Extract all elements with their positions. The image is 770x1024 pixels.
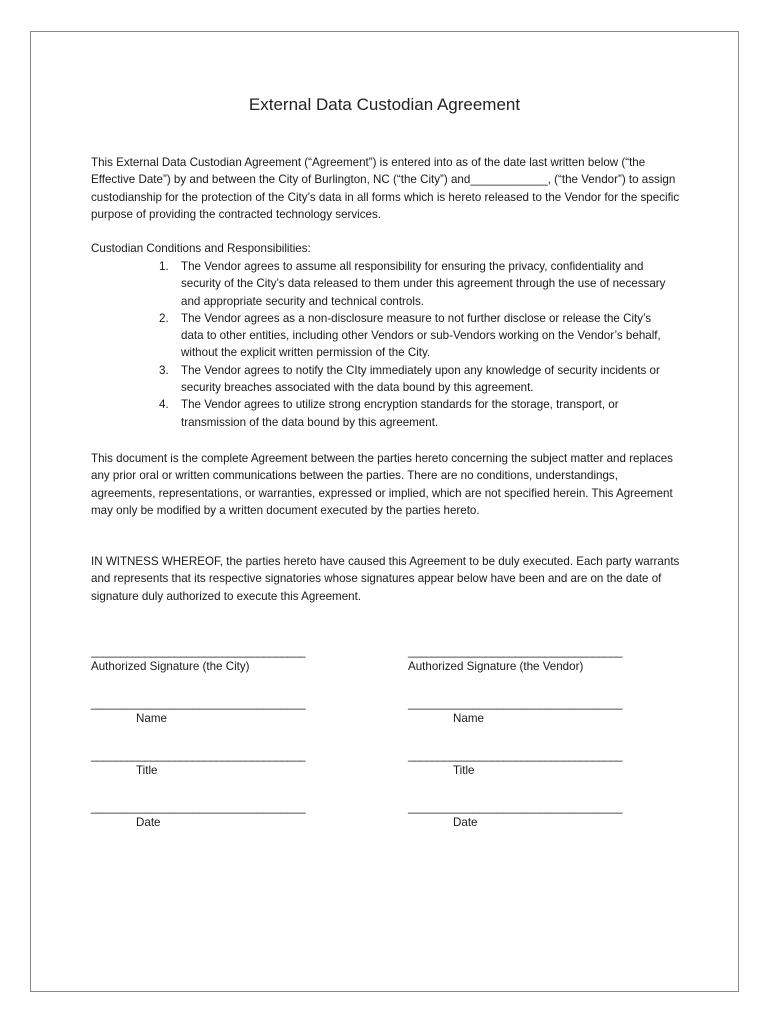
city-name-line[interactable]: ____________________________________: [91, 697, 306, 710]
condition-text: The Vendor agrees to assume all responsibility for ensuring the privacy, confidentiality and security of the City’s data released to them under this agreement through the use of necessary and appropriate security and technical controls.: [181, 260, 666, 308]
city-name-block: [91, 696, 305, 726]
condition-item: [149, 396, 669, 431]
vendor-name-block: [408, 696, 622, 726]
city-signature-label: Authorized Signature (the City): [91, 660, 250, 673]
vendor-title-line[interactable]: ____________________________________: [408, 749, 623, 762]
condition-text: The Vendor agrees to utilize strong encryption standards for the storage, transport, or transmission of the data bound by this agreement.: [181, 398, 619, 429]
city-signature-block: [91, 644, 305, 674]
condition-number: 2.: [159, 311, 169, 325]
vendor-title-label: Title: [453, 764, 475, 777]
vendor-date-label: Date: [453, 816, 478, 829]
vendor-date-block: [408, 800, 622, 830]
complete-agreement-paragraph: This document is the complete Agreement between the parties hereto concerning the subject matter and replaces any prior oral or written communications between the parties. There are no conditions, understandings, agreements, representations, or warranties, expressed or implied, which are not specified herein. This Agreement may only be modified by a written document executed by the parties hereto.: [91, 452, 673, 517]
vendor-name-line[interactable]: ____________________________________: [408, 697, 623, 710]
condition-item: [149, 362, 669, 397]
city-date-block: [91, 800, 305, 830]
conditions-list: [149, 258, 669, 431]
vendor-signature-label: Authorized Signature (the Vendor): [408, 660, 584, 673]
document-page: [30, 31, 739, 992]
condition-number: 4.: [159, 398, 169, 412]
intro-paragraph: This External Data Custodian Agreement (“Agreement”) is entered into as of the date last written below (“the Effective Date”) by and between the City of Burlington, NC (“the City”) and____________, (“the Vendor”) to assign custodianship for the protection of the City’s data in all forms which is hereto released to the Vendor for the specific purpose of providing the contracted technology services.: [91, 156, 680, 221]
condition-number: 3.: [159, 363, 169, 377]
vendor-name-label: Name: [453, 712, 484, 725]
city-title-label: Title: [136, 764, 158, 777]
city-name-label: Name: [136, 712, 167, 725]
city-date-line[interactable]: ____________________________________: [91, 801, 306, 814]
condition-text: The Vendor agrees to notify the CIty immediately upon any knowledge of security incidents or security breaches associated with the data bound by this agreement.: [181, 363, 660, 395]
city-title-block: [91, 748, 305, 778]
condition-item: [149, 258, 669, 310]
city-date-label: Date: [136, 816, 161, 829]
condition-item: [149, 310, 669, 362]
document-title: External Data Custodian Agreement: [248, 95, 521, 114]
conditions-heading: Custodian Conditions and Responsibilities:: [91, 242, 311, 255]
condition-text: The Vendor agrees as a non-disclosure measure to not further disclose or release the City’s data to other entities, including other Vendors or sub-Vendors working on the Vendor’s behalf, without the explicit written permission of the City.: [181, 311, 661, 360]
witness-paragraph: IN WITNESS WHEREOF, the parties hereto have caused this Agreement to be duly executed. Each party warrants and represents that its respective signatories whose signatures appear below have been and are on the date of signature duly authorized to execute this Agreement.: [91, 555, 680, 603]
vendor-date-line[interactable]: ____________________________________: [408, 801, 623, 814]
vendor-title-block: [408, 748, 622, 778]
vendor-signature-block: [408, 644, 622, 674]
city-signature-line[interactable]: ____________________________________: [91, 645, 306, 658]
city-title-line[interactable]: ____________________________________: [91, 749, 306, 762]
condition-number: 1.: [159, 260, 169, 273]
vendor-signature-line[interactable]: ____________________________________: [408, 645, 623, 658]
